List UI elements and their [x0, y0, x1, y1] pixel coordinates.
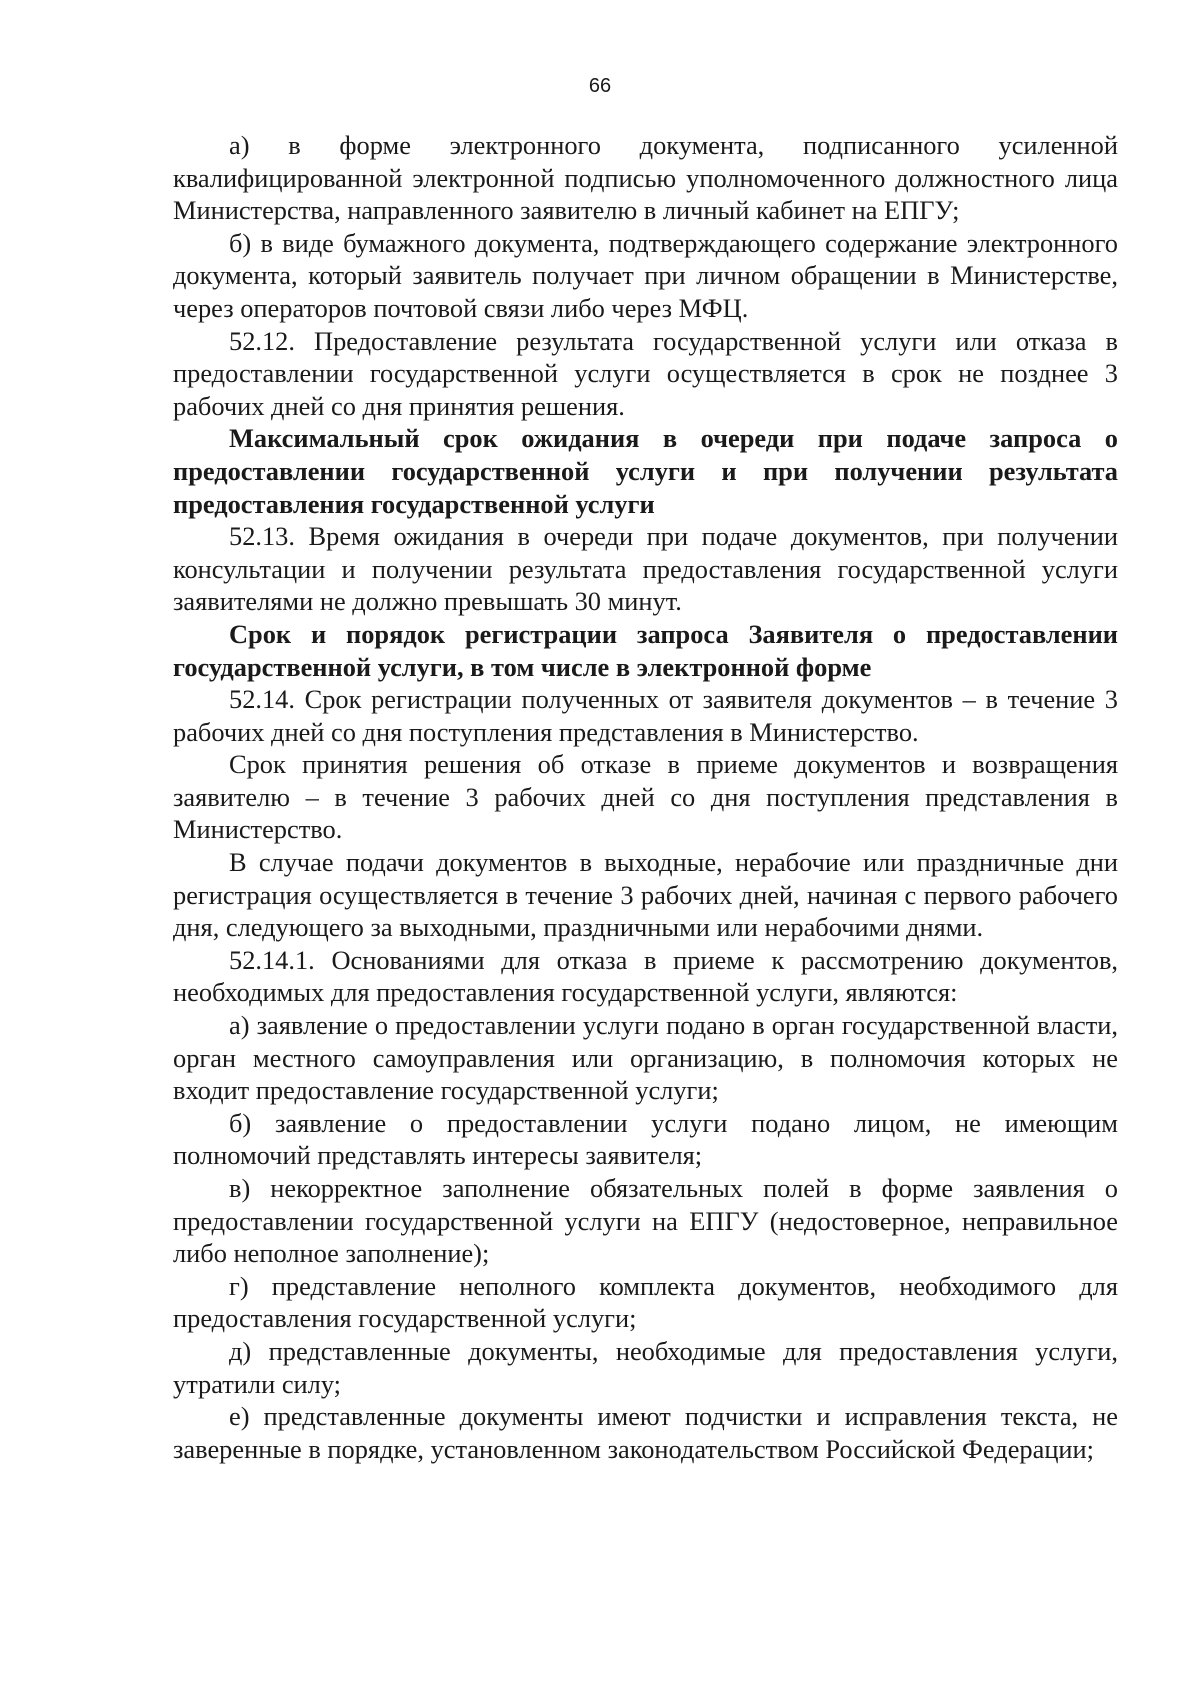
paragraph-item-b-paper: б) в виде бумажного документа, подтверждающего содержание электронного документа, который заявитель получает при личном обращении в Министерстве, через операторов почтовой связи либо через МФЦ.: [173, 227, 1118, 323]
section-heading-registration: Срок и порядок регистрации запроса Заявителя о предоставлении государственной услуги, в том числе в электронной форме: [173, 618, 1118, 682]
paragraph-52-14-1: 52.14.1. Основаниями для отказа в приеме к рассмотрению документов, необходимых для предоставления государственной услуги, являются:: [173, 944, 1118, 1008]
list-item-e-expired: д) представленные документы, необходимые для предоставления услуги, утратили силу;: [173, 1335, 1118, 1399]
list-item-f-corrections: е) представленные документы имеют подчистки и исправления текста, не заверенные в порядке, установленном законодательством Российской Федерации;: [173, 1401, 1118, 1464]
list-item-b-no-powers: б) заявление о предоставлении услуги подано лицом, не имеющим полномочий представлять интересы заявителя;: [173, 1107, 1118, 1171]
paragraph-52-13: 52.13. Время ожидания в очереди при подаче документов, при получении консультации и получении результата предоставления государственной услуги заявителями не должно превышать 30 минут.: [173, 521, 1118, 617]
paragraph-52-14: 52.14. Срок регистрации полученных от заявителя документов – в течение 3 рабочих дней со дня поступления представления в Министерство.: [173, 684, 1118, 747]
paragraph-holidays: В случае подачи документов в выходные, нерабочие или праздничные дни регистрация осуществляется в течение 3 рабочих дней, начиная с первого рабочего дня, следующего за выходными, праздничными или нерабочими днями.: [173, 847, 1118, 943]
list-item-a-wrong-authority: а) заявление о предоставлении услуги подано в орган государственной власти, орган местного самоуправления или организацию, в полномочия которых не входит предоставление государственной услуги;: [173, 1010, 1118, 1106]
paragraph-52-12: 52.12. Предоставление результата государственной услуги или отказа в предоставлении государственной услуги осуществляется в срок не позднее 3 рабочих дней со дня принятия решения.: [173, 325, 1118, 421]
section-heading-queue-time: Максимальный срок ожидания в очереди при подаче запроса о предоставлении государственной услуги и при получении результата предоставления государственной услуги: [173, 423, 1118, 519]
page-number: 66: [588, 75, 612, 97]
paragraph-item-a-electronic: а) в форме электронного документа, подписанного усиленной квалифицированной электронной подписью уполномоченного должностного лица Министерства, направленного заявителю в личный кабинет на ЕПГУ;: [173, 130, 1118, 226]
paragraph-refusal-term: Срок принятия решения об отказе в приеме документов и возвращения заявителю – в течение 3 рабочих дней со дня поступления представления в Министерство.: [173, 749, 1118, 845]
list-item-c-incorrect-fields: в) некорректное заполнение обязательных полей в форме заявления о предоставлении государственной услуги на ЕПГУ (недостоверное, неправильное либо неполное заполнение);: [173, 1173, 1118, 1269]
list-item-d-incomplete-set: г) представление неполного комплекта документов, необходимого для предоставления государственной услуги;: [173, 1270, 1118, 1334]
document-body: [173, 129, 1118, 1465]
